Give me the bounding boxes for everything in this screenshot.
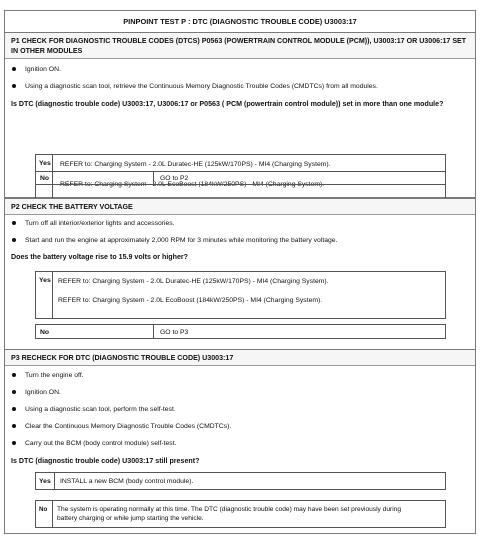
bullet-icon: [12, 221, 16, 225]
step-p3-no-row: [35, 500, 446, 528]
page-title: PINPOINT TEST P : DTC (DIAGNOSTIC TROUBLE CODE) U3003:17: [5, 11, 475, 33]
step-p3-question: Is DTC (diagnostic trouble code) U3003:17 still present?: [11, 457, 200, 465]
list-item: Clear the Continuous Memory Diagnostic Trouble Codes (CMDTCs).: [5, 422, 475, 431]
step-p2-bullets: [5, 219, 475, 245]
list-item: Carry out the BCM (body control module) self-test.: [5, 439, 475, 448]
bullet-icon: [12, 84, 16, 88]
step-p1-no-text: GO to P2: [160, 175, 189, 182]
yes-label: Yes: [36, 155, 53, 200]
no-label: No: [36, 325, 154, 338]
step-p2-yes-row: [35, 271, 446, 319]
step-p1-bullets: [5, 65, 475, 91]
step-p3-heading: P3 RECHECK FOR DTC (DIAGNOSTIC TROUBLE CODE) U3003:17: [5, 350, 475, 366]
step-p2: [5, 198, 475, 350]
step-p2-no-text: GO to P3: [160, 329, 189, 336]
step-p3-no-text: The system is operating normally at this time. The DTC (diagnostic trouble code) may have been set previously during battery charging or while jump starting the vehicle.: [57, 506, 402, 522]
list-item: Ignition ON.: [5, 388, 475, 397]
step-p2-heading: P2 CHECK THE BATTERY VOLTAGE: [5, 199, 475, 215]
step-p1-no-row: [35, 171, 446, 185]
step-p3-yes-row: [35, 472, 446, 490]
list-item: Turn the engine off.: [5, 371, 475, 380]
bullet-icon: [12, 373, 16, 377]
step-p2-yes-line-2: REFER to: Charging System - 2.0L EcoBoost (184kW/250PS) - MI4 (Charging System).: [58, 297, 323, 304]
step-p3: [5, 350, 475, 530]
bullet-icon: [12, 407, 16, 411]
yes-label: Yes: [36, 473, 55, 489]
bullet-icon: [12, 238, 16, 242]
list-item: Using a diagnostic scan tool, retrieve the Continuous Memory Diagnostic Trouble Codes (CMDTCs) from all modules.: [5, 82, 475, 91]
step-p2-yes-line-1: REFER to: Charging System - 2.0L Duratec-HE (125kW/170PS) - MI4 (Charging System).: [58, 278, 329, 285]
list-item: Turn off all interior/exterior lights and accessories.: [5, 219, 475, 228]
no-label: No: [36, 172, 154, 184]
step-p2-no-row: [35, 324, 446, 339]
yes-label: Yes: [36, 272, 53, 318]
list-item: Ignition ON.: [5, 65, 475, 74]
pinpoint-test-document: [4, 10, 476, 534]
no-label: No: [36, 501, 53, 527]
step-p3-bullets: [5, 371, 475, 448]
list-item: Start and run the engine at approximately 2,000 RPM for 3 minutes while monitoring the battery voltage.: [5, 236, 475, 245]
bullet-icon: [12, 424, 16, 428]
step-p1-yes-line-2: REFER to: Charging System - 2.0L EcoBoost (184kW/250PS) - MI4 (Charging System).: [60, 181, 325, 188]
list-item: Using a diagnostic scan tool, perform the self-test.: [5, 405, 475, 414]
step-p1-question: Is DTC (diagnostic trouble code) U3003:17, U3006:17 or P0563 ( PCM (powertrain control module)) set in more than one module?: [11, 100, 444, 108]
step-p1-yes-line-1: REFER to: Charging System - 2.0L Duratec-HE (125kW/170PS) - MI4 (Charging System).: [60, 161, 331, 168]
bullet-icon: [12, 390, 16, 394]
step-p1-heading: P1 CHECK FOR DIAGNOSTIC TROUBLE CODES (DTCS) P0563 (POWERTRAIN CONTROL MODULE (PCM)), U3003:17 OR U3006:17 SET IN OTHER MODULES: [5, 33, 475, 59]
step-p3-yes-text: INSTALL a new BCM (body control module).: [60, 478, 194, 485]
step-p2-question: Does the battery voltage rise to 15.9 volts or higher?: [11, 253, 188, 261]
bullet-icon: [12, 67, 16, 71]
bullet-icon: [12, 441, 16, 445]
